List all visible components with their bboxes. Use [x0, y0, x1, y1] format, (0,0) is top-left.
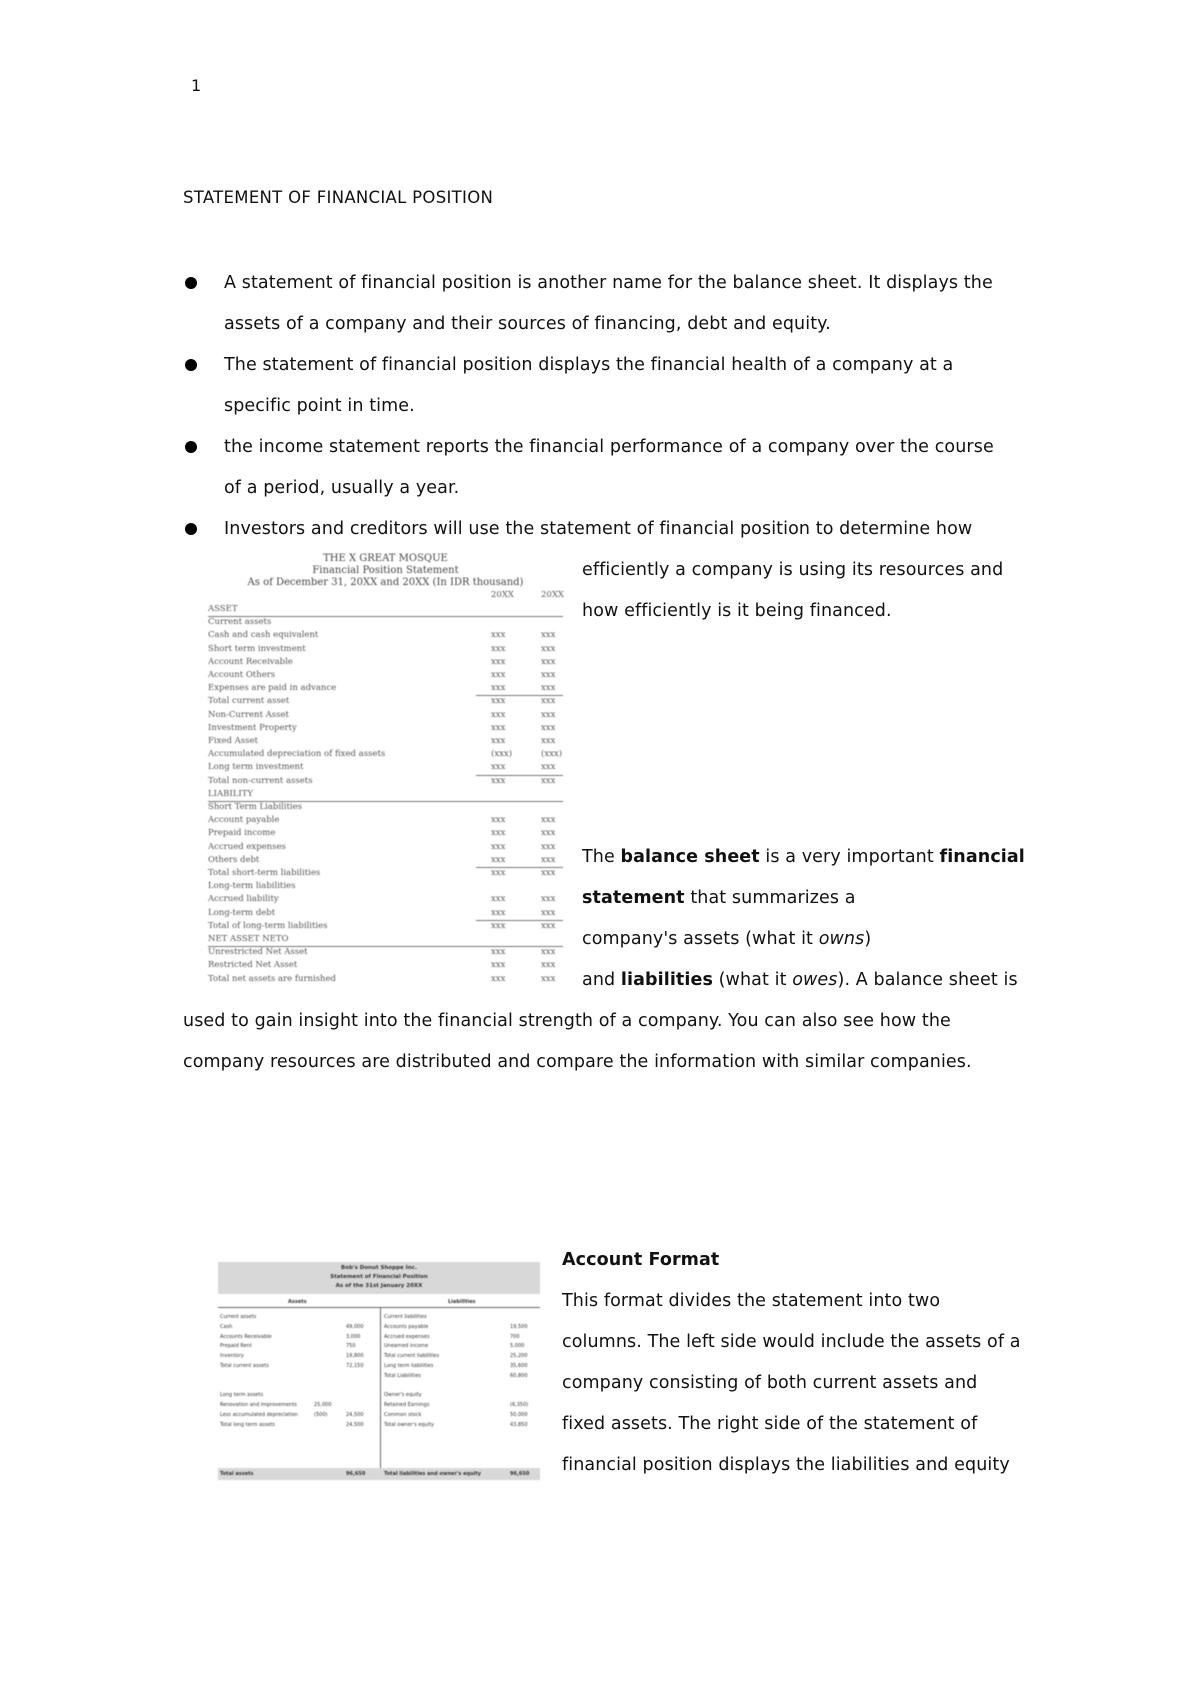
table2-total-left-label: Total assets [220, 1471, 254, 1477]
bullet-line: of a period, usually a year. [224, 478, 460, 498]
table1-row-value: xxx [491, 973, 506, 984]
table2-total-right-label: Total liabilities and owner's equity [384, 1471, 481, 1477]
table2-right-label: Total Liabilities [384, 1372, 421, 1379]
table1-row [208, 814, 563, 827]
table2-left-label: Long term assets [220, 1392, 264, 1399]
bullet-line: A statement of financial position is another name for the balance sheet. It displays the [224, 273, 993, 293]
table2-right-label: Retained Earnings [384, 1402, 430, 1409]
table1-row-value: xxx [541, 722, 556, 733]
table1-row-value: xxx [541, 670, 556, 680]
table1-row-label: Short term investment [208, 643, 306, 654]
account-format-line: fixed assets. The right side of the statement of [562, 1414, 978, 1434]
table1-row-value: xxx [491, 894, 506, 905]
table1-row [208, 709, 563, 722]
wrap-line-2: how efficiently is it being financed. [582, 601, 892, 621]
table1-row [208, 933, 563, 946]
table1-row-value: xxx [541, 762, 556, 773]
table2-col-liabilities: Liabilities [448, 1299, 476, 1305]
table2-heading-2: Statement of Financial Position [330, 1274, 428, 1280]
table1-row-label: Account payable [208, 815, 280, 826]
table1-row-label: Prepaid income [208, 828, 276, 839]
table2-left-value: (500) [314, 1412, 328, 1418]
bold-term: financial [939, 847, 1025, 867]
table1-row-value: xxx [541, 775, 556, 786]
table1-row-label: NET ASSET NETO [208, 934, 289, 944]
table2-right-value: 700 [510, 1333, 520, 1340]
table1-row [208, 854, 563, 867]
table2-left-value: 24,500 [346, 1421, 364, 1428]
table1-row-value: xxx [541, 907, 556, 918]
table2-left-label: Less accumulated depreciation [220, 1412, 298, 1418]
table1-row-label: Restricted Net Asset [208, 960, 298, 971]
table1-row [208, 801, 563, 814]
table2-right-label: Common stock [384, 1412, 422, 1418]
table2-header-rule [218, 1307, 540, 1308]
table2-right-label: Total owner's equity [384, 1421, 435, 1428]
bullet-line: specific point in time. [224, 396, 415, 416]
bullet-dot [185, 523, 197, 535]
table1-row-value: xxx [491, 670, 506, 680]
table1-row-value: xxx [541, 656, 556, 667]
table1-row-value: xxx [541, 947, 556, 958]
table1-row-label: Total non-current assets [208, 775, 313, 786]
table2-col-assets: Assets [288, 1299, 307, 1305]
table2-right-value: 19,500 [510, 1323, 528, 1330]
table1-row-value: xxx [491, 722, 506, 733]
table1-row-value: xxx [491, 947, 506, 958]
table1-row-value: xxx [491, 643, 506, 654]
table2-left-value: 72,150 [346, 1363, 364, 1369]
table2-left-value: 24,500 [346, 1412, 364, 1418]
table1-row [208, 788, 563, 801]
text-span: ) [864, 929, 872, 949]
table1-row-label: Current assets [208, 617, 272, 628]
table1-row-label: Long-term liabilities [208, 881, 296, 892]
balance-line-4 [582, 960, 1018, 1001]
table1-row-value: (xxx) [491, 749, 513, 760]
table1-rule [476, 775, 563, 776]
balance-line-3 [582, 919, 871, 960]
table2-divider [380, 1307, 381, 1468]
table1-row-value: xxx [541, 709, 556, 720]
table1-row-label: Total of long-term liabilities [208, 920, 328, 931]
table1-row-value: xxx [491, 920, 506, 931]
table2-total-right-value: 96,650 [510, 1471, 530, 1477]
table2-left-value: 750 [346, 1343, 356, 1350]
table1-row-label: Total short-term liabilities [208, 868, 321, 878]
account-format-heading: Account Format [562, 1250, 720, 1270]
table1-row-value: xxx [491, 815, 506, 826]
table1-row [208, 629, 563, 642]
table2-right-label: Unearned income [384, 1343, 429, 1350]
wrap-line-1: efficiently a company is using its resources and [582, 560, 1004, 580]
bullet-line: assets of a company and their sources of financing, debt and equity. [224, 314, 831, 334]
balance-line-1 [582, 837, 1025, 878]
table1-row-value: xxx [491, 656, 506, 667]
table2-left-label: Cash [220, 1323, 233, 1330]
table2-right-label: Accounts payable [384, 1323, 429, 1330]
table1-row-value: xxx [491, 960, 506, 971]
table1-row [208, 656, 563, 669]
table1-row-value: xxx [491, 775, 506, 786]
table2-right-label: Owner's equity [384, 1392, 422, 1399]
table1-row-label: Expenses are paid in advance [208, 683, 337, 694]
table1-heading-2: Financial Position Statement [312, 565, 459, 576]
table2-left-label: Current assets [220, 1314, 257, 1320]
page-number: 1 [191, 76, 202, 95]
table1-row [208, 946, 563, 959]
table1-row-value: xxx [541, 696, 556, 707]
text-span: that summarizes a [684, 888, 856, 908]
table2-left-value: 3,000 [346, 1333, 361, 1340]
bullet-line: Investors and creditors will use the statement of financial position to determine how [224, 519, 973, 539]
table1-row [208, 669, 563, 682]
table1-row-value: xxx [491, 828, 506, 839]
table1-row-value: xxx [541, 683, 556, 694]
table1-heading-3: As of December 31, 20XX and 20XX (In IDR thousand) [247, 577, 524, 588]
table2-right-label: Total current liabilities [384, 1353, 440, 1360]
bold-term: balance sheet [620, 847, 760, 867]
table2-right-value: (6,350) [510, 1402, 529, 1409]
bullet-line: the income statement reports the financial performance of a company over the course [224, 437, 994, 457]
table1-col-headers [208, 589, 563, 602]
table1-heading-1: THE X GREAT MOSQUE [323, 553, 448, 564]
text-span: is a very important [759, 847, 940, 867]
table2-heading-1: Bob's Donut Shoppe Inc. [341, 1265, 417, 1271]
table1-row-value: xxx [541, 854, 556, 865]
table1-row-label: Unrestricted Net Asset [208, 947, 308, 958]
table2-left-label: Prepaid Rent [220, 1343, 252, 1350]
table1-row [208, 775, 563, 788]
table1-row-label: LIABILITY [208, 788, 254, 799]
table1-row [208, 735, 563, 748]
table1-row-value: xxx [491, 868, 506, 878]
table2-right-value: 25,200 [510, 1353, 528, 1360]
table1-row [208, 959, 563, 972]
table1-row-value: xxx [491, 841, 506, 852]
table1-row-value: xxx [491, 854, 506, 865]
bobs-donut-balance-sheet-image [218, 1262, 540, 1480]
text-span: company's assets (what it [582, 929, 819, 949]
table2-left-value: 19,800 [346, 1353, 364, 1360]
table1-row [208, 603, 563, 616]
account-format-line: columns. The left side would include the assets of a [562, 1332, 1021, 1352]
table1-row [208, 841, 563, 854]
balance-line-2 [582, 878, 856, 919]
table1-rule [476, 867, 563, 868]
table1-row [208, 827, 563, 840]
bullet-dot [185, 359, 197, 371]
text-span: The [582, 847, 621, 867]
table2-right-value: 35,600 [510, 1363, 528, 1369]
table1-row [208, 761, 563, 774]
table2-left-label: Total long term assets [220, 1421, 276, 1428]
table1-rule [476, 920, 563, 921]
table1-row-value: xxx [491, 762, 506, 773]
table1-row [208, 893, 563, 906]
table1-row-value: xxx [541, 828, 556, 839]
text-span: (what it [712, 970, 793, 990]
account-format-line: company consisting of both current assets and [562, 1373, 978, 1393]
table1-row-value: xxx [491, 736, 506, 746]
account-format-line: This format divides the statement into two [562, 1291, 941, 1311]
table1-row [208, 682, 563, 695]
table1-row-label: Fixed Asset [208, 736, 258, 746]
bullet-line: The statement of financial position displays the financial health of a company at a [224, 355, 954, 375]
table1-row-label: Accrued expenses [208, 841, 286, 852]
table2-right-label: Long term liabilities [384, 1363, 434, 1369]
table1-row-value: xxx [541, 815, 556, 826]
table1-row-value: xxx [541, 973, 556, 984]
table2-right-value: 60,800 [510, 1372, 528, 1379]
table1-row-label: ASSET [208, 604, 238, 614]
italic-term: owns [818, 929, 865, 949]
account-format-line: financial position displays the liabilities and equity [562, 1455, 1010, 1475]
table2-left-value: 25,000 [314, 1402, 332, 1409]
table1-row-value: xxx [541, 630, 556, 641]
text-span: and [582, 970, 621, 990]
table1-row [208, 616, 563, 629]
table1-row [208, 867, 563, 880]
table1-row-value: xxx [491, 696, 506, 707]
table2-right-value: 5,000 [510, 1343, 525, 1350]
table2-left-label: Total current assets [220, 1363, 269, 1369]
table1-row [208, 643, 563, 656]
table1-row-label: Total net assets are furnished [208, 973, 337, 984]
table1-row-value: xxx [541, 868, 556, 878]
bullet-dot [185, 441, 197, 453]
table1-row [208, 973, 563, 986]
table2-heading-3: As of the 31st January 20XX [335, 1283, 423, 1289]
table1-row-value: xxx [541, 643, 556, 654]
table1-row-label: Others debt [208, 854, 260, 865]
table1-row-value: xxx [541, 920, 556, 931]
table1-row-label: Cash and cash equivalent [208, 630, 319, 641]
table2-footer-band [218, 1468, 540, 1480]
table1-row-label: Accumulated depreciation of fixed assets [208, 749, 386, 760]
table1-row-label: Account Receivable [208, 656, 293, 667]
table2-total-left-value: 96,650 [346, 1471, 366, 1477]
table2-left-label: Inventory [220, 1353, 244, 1360]
table2-header-band [218, 1262, 540, 1294]
table1-row-value: xxx [541, 894, 556, 905]
table1-row [208, 907, 563, 920]
table1-row-label: Total current asset [208, 696, 290, 707]
table1-row [208, 920, 563, 933]
table1-row-value: xxx [541, 841, 556, 852]
table2-left-label: Accounts Receivable [220, 1333, 272, 1340]
table1-row-label: Short Term Liabilities [208, 802, 303, 812]
table1-row-value: xxx [541, 960, 556, 971]
bold-term: statement [582, 888, 685, 908]
table1-row-label: Investment Property [208, 722, 297, 733]
table2-right-label: Current liabilities [384, 1314, 427, 1320]
table2-left-label: Renovation and improvements [220, 1402, 297, 1409]
table1-row-label: Long-term debt [208, 907, 276, 918]
table1-rule [476, 695, 563, 696]
table2-right-value: 43,850 [510, 1421, 528, 1428]
balance-line-6: company resources are distributed and compare the information with similar companies. [183, 1052, 972, 1072]
table1-row-value: xxx [491, 630, 506, 641]
table2-right-value: 50,000 [510, 1412, 528, 1418]
table1-row [208, 695, 563, 708]
financial-position-statement-image [208, 553, 564, 984]
table1-row-label: Accrued liability [208, 894, 279, 905]
table1-row-value: xxx [541, 736, 556, 746]
table1-row [208, 880, 563, 893]
balance-line-5: used to gain insight into the financial strength of a company. You can also see how the [183, 1011, 951, 1031]
text-span: ). A balance sheet is [837, 970, 1018, 990]
table1-col-header: 20XX [541, 590, 564, 600]
bold-term: liabilities [620, 970, 713, 990]
table1-row [208, 748, 563, 761]
table2-left-value: 49,000 [346, 1323, 364, 1330]
page-title: STATEMENT OF FINANCIAL POSITION [183, 188, 494, 207]
table1-row-label: Account Others [208, 670, 276, 680]
table1-row [208, 722, 563, 735]
table1-row-value: xxx [491, 907, 506, 918]
table1-row-label: Non-Current Asset [208, 709, 289, 720]
italic-term: owes [792, 970, 838, 990]
bullet-dot [185, 277, 197, 289]
table1-row-value: (xxx) [541, 749, 563, 760]
table1-row-label: Long term investment [208, 762, 304, 773]
table2-right-label: Accrued expenses [384, 1333, 430, 1340]
table1-row-value: xxx [491, 709, 506, 720]
table1-col-header: 20XX [491, 590, 514, 600]
table1-row-value: xxx [491, 683, 506, 694]
